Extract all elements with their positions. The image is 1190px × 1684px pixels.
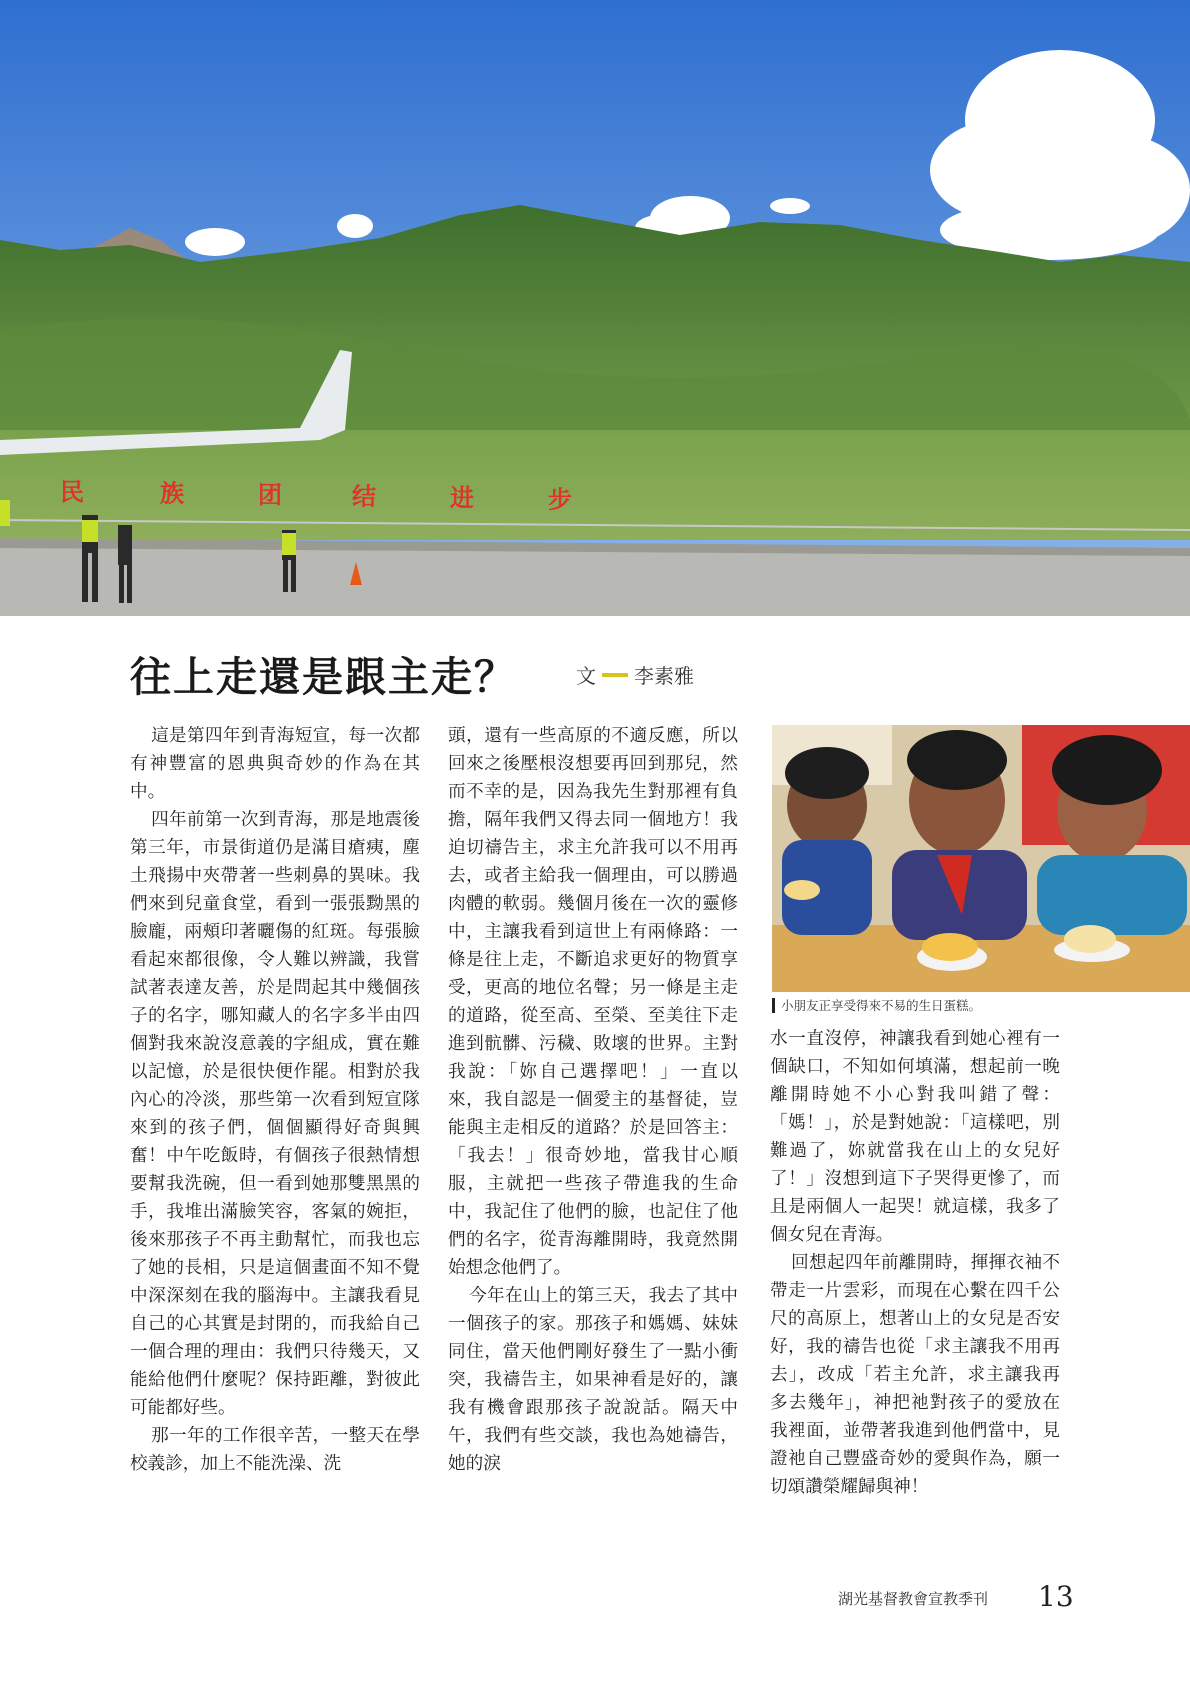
author-name: 李素雅 [634,664,694,688]
column-2 [448,722,738,1478]
children-cake-photo [772,725,1190,992]
sign-letter: 族 [160,479,184,508]
byline-dash [602,673,628,677]
hero-landscape [0,0,1190,616]
sign-letter: 团 [258,481,282,509]
byline-prefix: 文 [576,664,596,688]
photo-children [772,725,1190,992]
paragraph: 水一直沒停，神讓我看到她心裡有一個缺口，不知如何填滿，想起前一晚離開時她不小心對我叫錯了聲：「媽！」，於是對她說：「這樣吧，別難過了，妳就當我在山上的女兒好了！」沒想到這下子哭得更慘了，而且是兩個人一起哭！就這樣，我多了個女兒在青海。 [770,1029,1060,1245]
paragraph: 這是第四年到青海短宣，每一次都有神豐富的恩典與奇妙的作為在其中。 [130,726,420,802]
sign-letter: 步 [548,485,572,514]
article-title: 往上走還是跟主走？ [130,653,517,701]
paragraph: 頭，還有一些高原的不適反應，所以回來之後壓根沒想要再回到那兒，然而不幸的是，因為我先生對那裡有負擔，隔年我們又得去同一個地方！我迫切禱告主，求主允許我可以不用再去，或者主給我一個理由，可以勝過肉體的軟弱。幾個月後在一次的靈修中，主讓我看到這世上有兩條路：一條是往上走，不斷追求更好的物質享受，更高的地位名聲；另一條是主走的道路，從至高、至榮、至美往下走進到骯髒、污穢、敗壞的世界。主對我說：「妳自己選擇吧！」一直以來，我自認是一個愛主的基督徒，豈能與主走相反的道路？於是回答主：「我去！」很奇妙地，當我甘心順服，主就把一些孩子帶進我的生命中，我記住了他們的臉，也記住了他們的名字，從青海離開時，我竟然開始想念他們了。 [448,726,738,1278]
page-number: 13 [1038,1580,1074,1613]
hero-photo [0,0,1190,616]
column-1 [130,722,420,1478]
byline [576,660,694,689]
photo-caption: 小朋友正享受得來不易的生日蛋糕。 [772,998,981,1013]
sign-letter: 进 [450,484,474,512]
sign-letter: 民 [60,478,84,506]
paragraph: 今年在山上的第三天，我去了其中一個孩子的家。那孩子和媽媽、妹妹同住，當天他們剛好發生了一點小衝突，我禱告主，如果神看是好的，讓我有機會跟那孩子說說話。隔天中午，我們有些交談，我也為她禱告，她的淚 [448,1286,738,1474]
publication-name: 湖光基督教會宣教季刊 [838,1590,989,1608]
paragraph: 回想起四年前離開時，揮揮衣袖不帶走一片雲彩，而現在心繫在四千公尺的高原上，想著山上的女兒是否安好，我的禱告也從「求主讓我不用再去」，改成「若主允許，求主讓我再多去幾年」，神把祂對孩子的愛放在我裡面，並帶著我進到他們當中，見證祂自己豐盛奇妙的愛與作為，願一切頌讚榮耀歸與神！ [770,1253,1060,1497]
paragraph: 四年前第一次到青海，那是地震後第三年，市景街道仍是滿目瘡痍，塵土飛揚中夾帶著一些刺鼻的異味。我們來到兒童食堂，看到一張張黝黑的臉龐，兩頰印著曬傷的紅斑。每張臉看起來都很像，令人難以辨識，我嘗試著表達友善，於是問起其中幾個孩子的名字，哪知藏人的名字多半由四個對我來說沒意義的字組成，實在難以記憶，於是很快便作罷。相對於我內心的冷淡，那些第一次看到短宣隊來到的孩子們，個個顯得好奇與興奮！中午吃飯時，有個孩子很熱情想要幫我洗碗，但一看到她那雙黑黑的手，我堆出滿臉笑容，客氣的婉拒，後來那孩子不再主動幫忙，而我也忘了她的長相，只是這個畫面不知不覺中深深刻在我的腦海中。主讓我看見自己的心其實是封閉的，而我給自己一個合理的理由：我們只待幾天，又能給他們什麼呢？保持距離，對彼此可能都好些。 [130,810,420,1418]
paragraph: 那一年的工作很辛苦，一整天在學校義診，加上不能洗澡、洗 [130,1426,420,1474]
column-3 [770,1025,1060,1501]
sign-letter: 结 [352,482,376,511]
